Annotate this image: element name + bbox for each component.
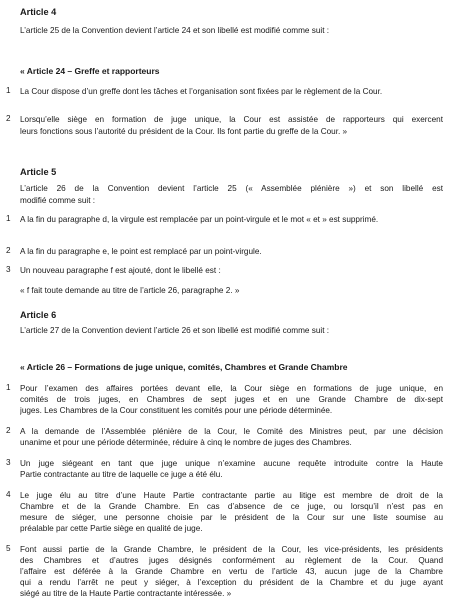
paragraph-line: Lorsqu’elle siège en formation de juge unique, la Cour est assistée de rapporteurs qui exercent	[20, 115, 443, 124]
paragraph-line: comités de trois juges, en Chambres de sept juges et en une Grande Chambre de dix-sept	[20, 395, 443, 404]
paragraph-number: 5	[6, 544, 11, 553]
article-4-heading: Article 4	[20, 7, 57, 17]
paragraph-line: Font aussi partie de la Grande Chambre, le président de la Cour, les vice-présidents, les présidents	[20, 545, 443, 554]
paragraph-line: unanime et pour une période déterminée, réduire à cinq le nombre de juges des Chambres.	[20, 438, 352, 447]
paragraph-line: Chambre et de la Grande Chambre. En cas d’absence de ce juge, ou lorsqu’il n’est pas en	[20, 502, 443, 511]
paragraph-number: 2	[6, 114, 11, 123]
article-24-subheading: « Article 24 – Greffe et rapporteurs	[20, 66, 160, 76]
paragraph-number: 2	[6, 426, 11, 435]
paragraph-line: La Cour dispose d’un greffe dont les tâches et l’organisation sont fixées par le règlement de la Cour.	[20, 87, 383, 96]
article-26-subheading: « Article 26 – Formations de juge unique, comités, Chambres et Grande Chambre	[20, 362, 348, 372]
paragraph-line: siégé au titre de la Haute Partie contractante intéressée. »	[20, 589, 232, 598]
paragraph-number: 1	[6, 383, 11, 392]
paragraph-line: A la fin du paragraphe d, la virgule est remplacée par un point-virgule et le mot « et » est supprimé.	[20, 215, 379, 224]
paragraph-line: l’affaire est déférée à la Grande Chambre en vertu de l’article 43, aucun juge de la Chambre	[20, 567, 443, 576]
paragraph-line: juges. Les Chambres de la Cour constituent les comités pour une période déterminée.	[20, 406, 333, 415]
quoted-paragraph: « f fait toute demande au titre de l’article 26, paragraphe 2. »	[20, 286, 240, 295]
article-5-intro-line: modifié comme suit :	[20, 196, 96, 205]
paragraph-number: 1	[6, 214, 11, 223]
paragraph-number: 3	[6, 458, 11, 467]
paragraph-line: mesure de siéger, une personne choisie par le président de la Cour sur une liste soumise au	[20, 513, 443, 522]
paragraph-number: 4	[6, 490, 11, 499]
paragraph-line: A la fin du paragraphe e, le point est remplacé par un point-virgule.	[20, 247, 262, 256]
paragraph-number: 2	[6, 246, 11, 255]
paragraph-line: qui a rendu l’arrêt ne peut y siéger, à l’exception du président de la Chambre et du juge ayant	[20, 578, 443, 587]
paragraph-number: 3	[6, 265, 11, 274]
paragraph-line: Un nouveau paragraphe f est ajouté, dont le libellé est :	[20, 266, 221, 275]
paragraph-line: préalable par cette Partie siège en qualité de juge.	[20, 524, 203, 533]
article-5-intro-line: L’article 26 de la Convention devient l’article 25 (« Assemblée plénière ») et son libellé est	[20, 184, 443, 193]
paragraph-line: A la demande de l’Assemblée plénière de la Cour, le Comité des Ministres peut, par une décision	[20, 427, 443, 436]
article-4-intro: L’article 25 de la Convention devient l’article 24 et son libellé est modifié comme suit :	[20, 26, 330, 35]
article-6-intro: L’article 27 de la Convention devient l’article 26 et son libellé est modifié comme suit :	[20, 326, 330, 335]
paragraph-line: des Chambres et d’autres juges désignés conformément au règlement de la Cour. Quand	[20, 556, 443, 565]
paragraph-line: Pour l’examen des affaires portées devant elle, la Cour siège en formations de juge unique, en	[20, 384, 443, 393]
paragraph-line: Un juge siégeant en tant que juge unique n’examine aucune requête introduite contre la Haute	[20, 459, 443, 468]
paragraph-line: Le juge élu au titre d’une Haute Partie contractante partie au litige est membre de droit de la	[20, 491, 443, 500]
paragraph-line: leurs fonctions sous l’autorité du président de la Cour. Ils font partie du greffe de la Cour. »	[20, 127, 348, 136]
paragraph-number: 1	[6, 86, 11, 95]
paragraph-line: Partie contractante au titre de laquelle ce juge a été élu.	[20, 470, 223, 479]
article-6-heading: Article 6	[20, 310, 57, 320]
article-5-heading: Article 5	[20, 167, 57, 177]
